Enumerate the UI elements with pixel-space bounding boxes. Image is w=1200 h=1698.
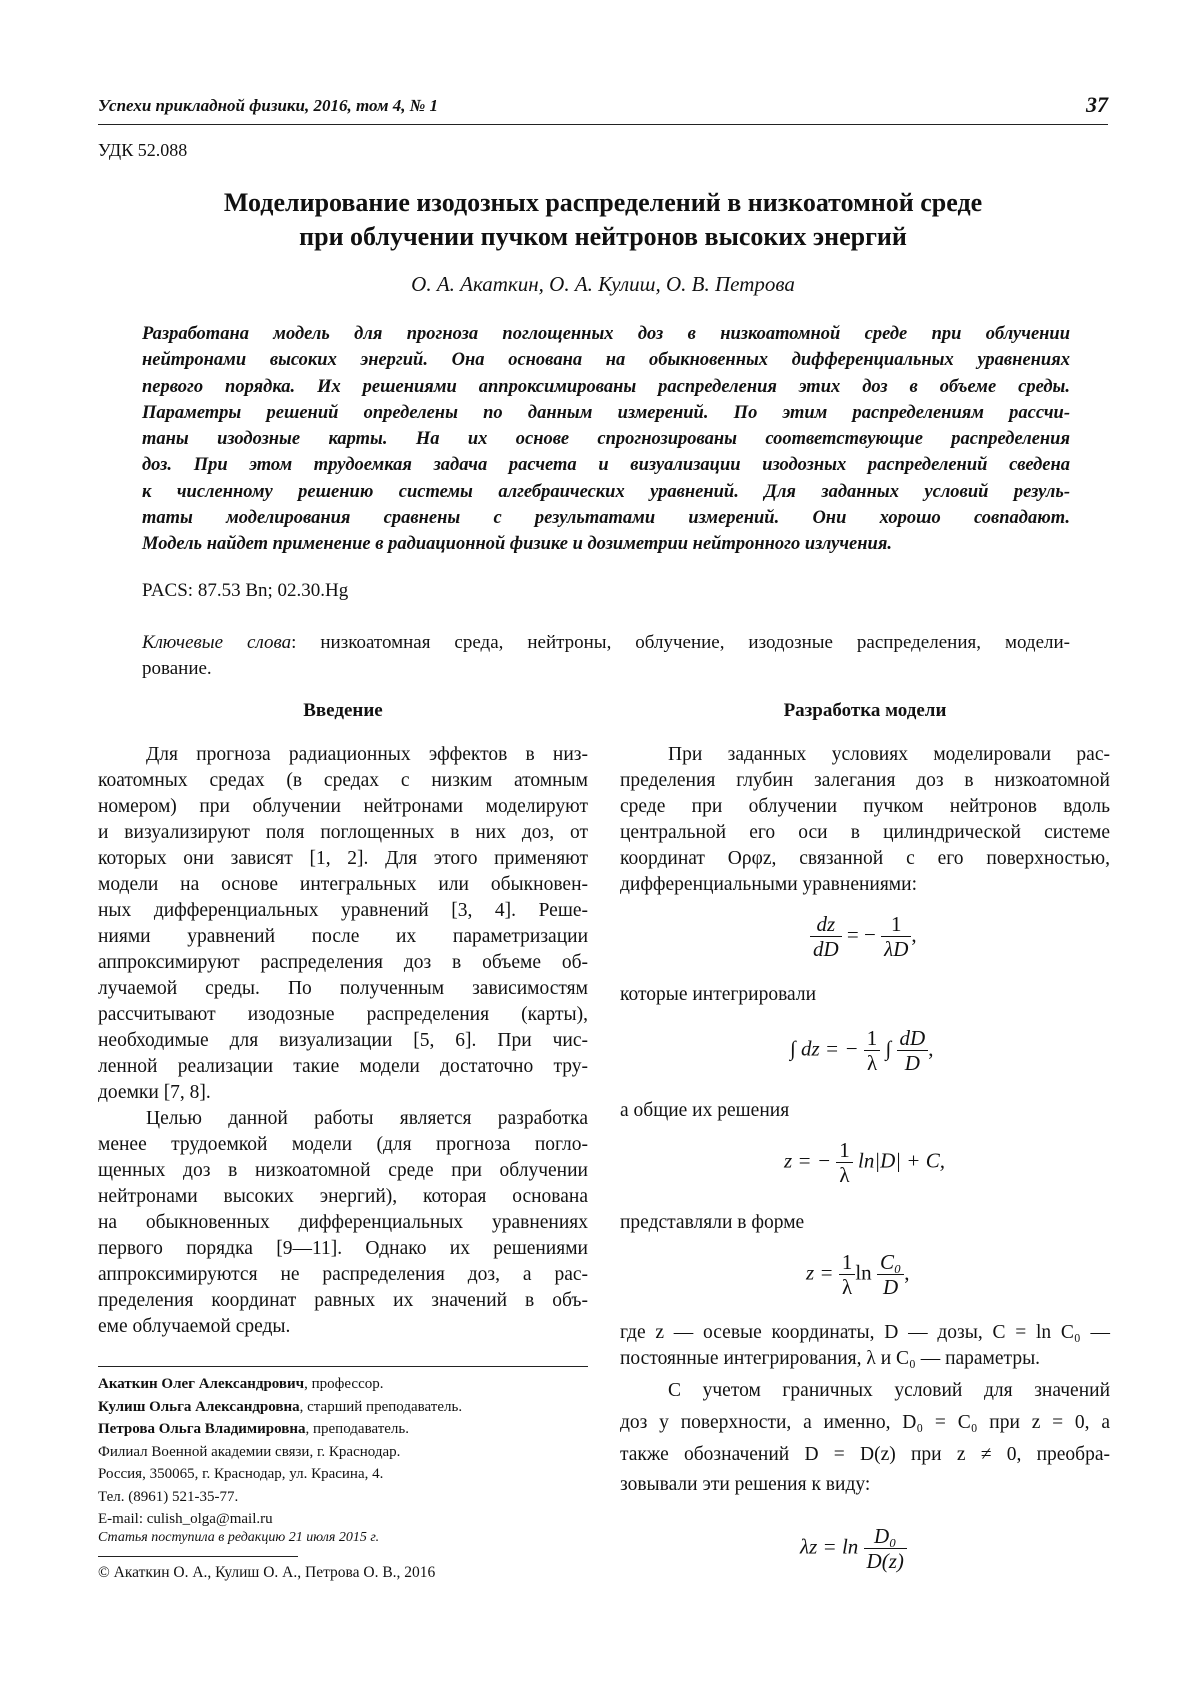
fraction <box>877 1250 904 1299</box>
text-line: еме облучаемой среды. <box>98 1316 291 1337</box>
text-line: пределения глубин залегания доз в низкоатомной <box>620 770 1110 791</box>
copyright: © Акаткин О. А., Кулиш О. А., Петрова О. В., 2016 <box>98 1564 436 1581</box>
denominator: D <box>883 1275 899 1299</box>
numerator: 1 <box>881 912 911 937</box>
fraction <box>810 912 842 961</box>
footnote-author <box>98 1373 588 1396</box>
abstract-line: доз. При этом трудоемкая задача расчета и визуализации изодозных распределений сведена <box>142 455 1070 476</box>
text-line: где z — осевые координаты, D — дозы, C = ln C₀ — <box>620 1322 1110 1343</box>
author-name: Петрова Ольга Владимировна <box>98 1421 306 1437</box>
phone: Тел. (8961) 521-35-77. <box>98 1488 239 1505</box>
text-line: аппроксимируют распределения доз в объеме об- <box>98 952 588 973</box>
text-line: С учетом граничных условий для значений <box>668 1380 1110 1401</box>
text-line: среде при облучении пучком нейтронов вдоль <box>620 796 1110 817</box>
text-line: рассчитывают изодозные распределения (карты), <box>98 1004 588 1025</box>
fraction <box>836 1138 853 1187</box>
text-line: Целью данной работы является разработка <box>146 1108 588 1129</box>
text-line: ниями уравнений после их параметризации <box>98 926 588 947</box>
author-role: , преподаватель. <box>305 1421 410 1437</box>
text-line: и визуализируют поля поглощенных в них доз, от <box>98 822 588 843</box>
divider <box>98 1556 298 1557</box>
keywords-line <box>142 630 1070 656</box>
text-line: постоянные интегрирования, λ и C₀ — параметры. <box>620 1348 1041 1369</box>
equation-3 <box>784 1138 945 1187</box>
equation-5 <box>800 1524 907 1573</box>
text-line: представляли в форме <box>620 1212 805 1233</box>
title-line: при облучении пучком нейтронов высоких энергий <box>299 222 907 251</box>
udk-code: УДК 52.088 <box>98 140 188 160</box>
text-line: доемки [7, 8]. <box>98 1082 211 1103</box>
denominator: D <box>904 1051 920 1075</box>
text-line: щенных доз в низкоатомной среде при облучении <box>98 1160 588 1181</box>
abstract-line: Параметры решений определены по данным измерений. По этим распределениям рассчи- <box>142 402 1070 423</box>
model-text-continued <box>620 1320 1110 1498</box>
section-heading-introduction: Введение <box>303 700 383 721</box>
text-line: на обыкновенных дифференциальных уравнениях <box>98 1212 588 1233</box>
footnote-author <box>98 1396 588 1419</box>
fraction <box>897 1026 929 1075</box>
text-line: Для прогноза радиационных эффектов в низ- <box>146 744 588 765</box>
text-line: необходимые для визуализации [5, 6]. При чис- <box>98 1030 588 1051</box>
text-line: ленной реализации такие модели достаточно тру- <box>98 1056 588 1077</box>
text-line: модели на основе интегральных или обыкновен- <box>98 874 588 895</box>
abstract-line: к численному решению системы алгебраических уравнений. Для заданных условий резуль- <box>142 481 1070 502</box>
numerator: 1 <box>864 1026 881 1051</box>
punctuation: , <box>911 922 917 947</box>
fraction <box>881 912 911 961</box>
author-list: О. А. Акаткин, О. А. Кулиш, О. В. Петрова <box>411 272 795 296</box>
log-operator: ln <box>855 1260 872 1285</box>
page-number: 37 <box>1086 92 1108 117</box>
journal-title: Успехи прикладной физики, 2016, том 4, № 1 <box>98 96 439 115</box>
denominator: λ <box>839 1163 850 1187</box>
numerator: 1 <box>836 1138 853 1163</box>
abstract-line: Модель найдет применение в радиационной физике и дозиметрии нейтронного излучения. <box>142 534 892 555</box>
fraction <box>864 1026 881 1075</box>
integral-sign: ∫ <box>885 1036 892 1061</box>
text-line: первого порядка [9—11]. Однако их решениями <box>98 1238 588 1259</box>
text-line: лучаемой среды. По полученным зависимостям <box>98 978 588 999</box>
author-role: , старший преподаватель. <box>299 1398 463 1415</box>
expression: z = − <box>784 1148 832 1173</box>
keywords-line: рование. <box>142 658 212 679</box>
denominator: λ <box>866 1051 878 1075</box>
denominator: dD <box>813 937 839 961</box>
footnote-author <box>98 1418 588 1441</box>
text-line: менее трудоемкой модели (для прогноза погло- <box>98 1134 588 1155</box>
author-role: , профессор. <box>304 1376 384 1392</box>
expression: z = <box>806 1260 834 1285</box>
text-line: дифференциальными уравнениями: <box>620 874 918 895</box>
numerator: 1 <box>839 1250 856 1275</box>
text-line: номером) при облучении нейтронами моделируют <box>98 796 588 817</box>
equation-4 <box>806 1250 910 1299</box>
title-line: Моделирование изодозных распределений в низкоатомной среде <box>223 188 983 217</box>
numerator: dD <box>897 1026 929 1051</box>
text-line: При заданных условиях моделировали рас- <box>668 744 1110 765</box>
keywords <box>142 630 1070 682</box>
model-intro-text <box>620 742 1110 898</box>
fraction <box>839 1250 856 1299</box>
abstract <box>142 321 1070 558</box>
fraction <box>864 1524 907 1573</box>
expression: ln|D| + C, <box>858 1148 945 1173</box>
denominator: D(z) <box>866 1549 904 1573</box>
article-title <box>98 186 1108 254</box>
abstract-line: нейтронами высоких энергий. Она основана на обыкновенных дифференциальных уравнениях <box>142 350 1070 371</box>
received-date: Статья поступила в редакцию 21 июля 2015 г. <box>98 1530 380 1545</box>
text-line: также обозначений D = D(z) при z ≠ 0, преобра- <box>620 1444 1110 1465</box>
punctuation: , <box>904 1260 910 1285</box>
text-line: ных дифференциальных уравнений [3, 4]. Реше- <box>98 900 588 921</box>
text-line: доз у поверхности, а именно, D₀ = C₀ при z = 0, а <box>620 1412 1110 1433</box>
denominator: λD <box>884 937 909 961</box>
introduction-text <box>98 742 588 1340</box>
text-line: зовывали эти решения к виду: <box>620 1474 871 1495</box>
operator: = − <box>846 922 876 947</box>
text-line: пределения координат равных их значений в объ- <box>98 1290 588 1311</box>
expression: ∫ dz = − <box>790 1036 859 1061</box>
author-name: Кулиш Ольга Александровна <box>98 1398 300 1415</box>
abstract-line: таты моделирования сравнены с результатами измерений. Они хорошо совпадают. <box>142 508 1070 529</box>
equation-1 <box>810 912 917 961</box>
email: E-mail: culish_olga@mail.ru <box>98 1511 273 1527</box>
numerator: D₀ <box>864 1524 907 1549</box>
address: Россия, 350065, г. Краснодар, ул. Красина, 4. <box>98 1466 384 1482</box>
keywords-label: Ключевые слова <box>142 632 292 653</box>
punctuation: , <box>928 1036 934 1061</box>
pacs-codes: PACS: 87.53 Bn; 02.30.Hg <box>142 580 349 601</box>
text-line: которых они зависят [1, 2]. Для этого применяют <box>98 848 588 869</box>
abstract-line: Разработана модель для прогноза поглощенных доз в низкоатомной среде при облучении <box>142 324 1070 344</box>
equation-2 <box>790 1026 933 1075</box>
text-line: координат Oρφz, связанной с его поверхностью, <box>620 848 1110 869</box>
author-footnote <box>98 1366 588 1531</box>
keywords-text: : низкоатомная среда, нейтроны, облучение, изодозные распределения, модели- <box>291 632 1070 653</box>
abstract-line: первого порядка. Их решениями аппроксимированы распределения этих доз в объеме среды. <box>142 376 1070 397</box>
text-line: которые интегрировали <box>620 984 817 1005</box>
author-name: Акаткин Олег Александрович <box>98 1376 305 1392</box>
running-header <box>98 92 1108 125</box>
section-heading-model: Разработка модели <box>783 700 947 721</box>
expression: λz = ln <box>800 1534 859 1559</box>
affiliation: Филиал Военной академии связи, г. Краснодар. <box>98 1443 401 1460</box>
numerator: C₀ <box>877 1250 904 1275</box>
text-line: аппроксимируются не распределения доз, а рас- <box>98 1264 588 1285</box>
text-line: коатомных средах (в средах с низким атомным <box>98 770 588 791</box>
text-line: нейтронами высоких энергий), которая основана <box>98 1186 588 1207</box>
denominator: λ <box>842 1275 853 1299</box>
numerator: dz <box>810 912 842 937</box>
text-line: а общие их решения <box>620 1100 790 1121</box>
text-line: центральной его оси в цилиндрической системе <box>620 822 1110 843</box>
abstract-line: таны изодозные карты. На их основе спрогнозированы соответствующие распределения <box>142 429 1070 450</box>
